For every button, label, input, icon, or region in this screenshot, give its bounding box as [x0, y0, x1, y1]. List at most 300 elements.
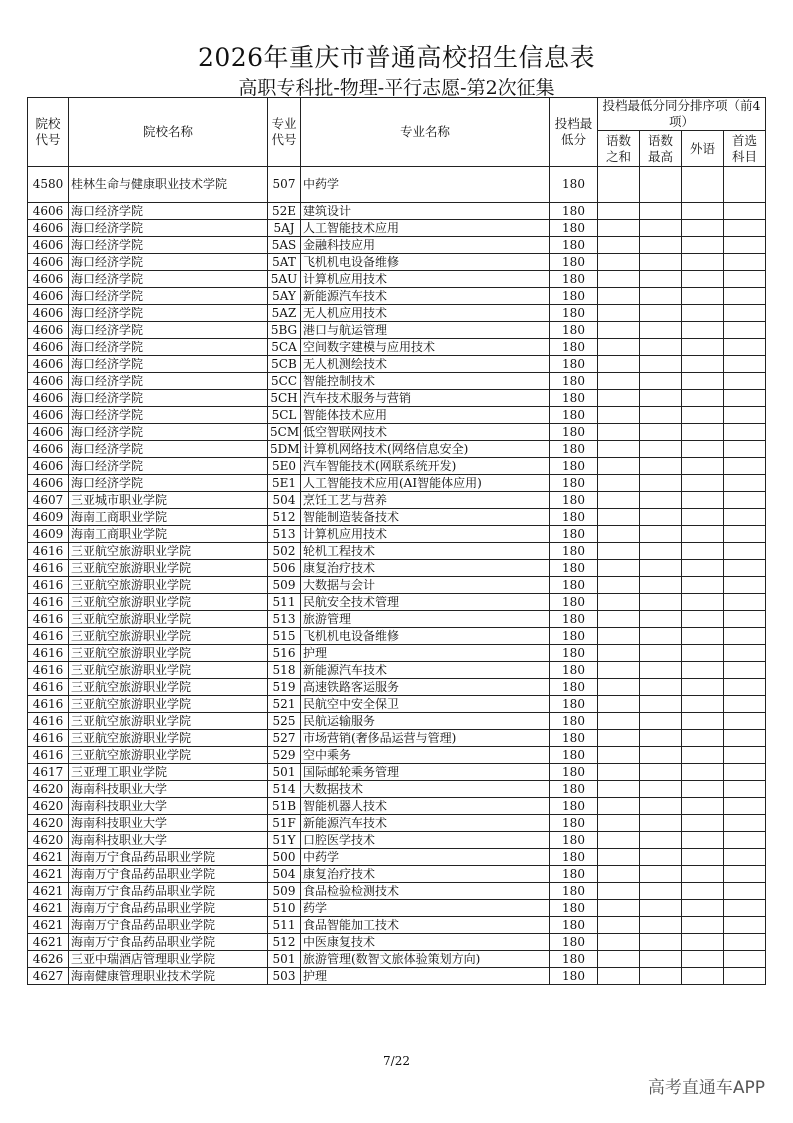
school-name-cell: 三亚航空旅游职业学院: [69, 628, 268, 645]
table-row: [28, 747, 766, 764]
school-name-cell: 海口经济学院: [69, 356, 268, 373]
school-code-cell: 4606: [28, 220, 69, 237]
tiebreak-2-cell: [640, 560, 682, 577]
major-name-cell: 国际邮轮乘务管理: [301, 764, 550, 781]
header-school-name: 院校名称: [69, 98, 268, 167]
major-name-cell: 民航安全技术管理: [301, 594, 550, 611]
tiebreak-4-cell: [724, 764, 766, 781]
major-name-cell: 港口与航运管理: [301, 322, 550, 339]
tiebreak-3-cell: [682, 560, 724, 577]
school-code-cell: 4617: [28, 764, 69, 781]
min-score-cell: 180: [550, 492, 598, 509]
major-name-cell: 大数据与会计: [301, 577, 550, 594]
min-score-cell: 180: [550, 849, 598, 866]
tiebreak-3-cell: [682, 696, 724, 713]
school-code-cell: 4606: [28, 203, 69, 220]
school-name-cell: 三亚航空旅游职业学院: [69, 611, 268, 628]
tiebreak-1-cell: [598, 577, 640, 594]
school-name-cell: 海南科技职业大学: [69, 781, 268, 798]
school-code-cell: 4606: [28, 237, 69, 254]
tiebreak-1-cell: [598, 458, 640, 475]
tiebreak-1-cell: [598, 594, 640, 611]
school-name-cell: 海南万宁食品药品职业学院: [69, 917, 268, 934]
min-score-cell: 180: [550, 237, 598, 254]
school-code-cell: 4606: [28, 407, 69, 424]
table-row: [28, 543, 766, 560]
tiebreak-3-cell: [682, 781, 724, 798]
tiebreak-3-cell: [682, 917, 724, 934]
tiebreak-1-cell: [598, 713, 640, 730]
min-score-cell: 180: [550, 254, 598, 271]
tiebreak-1-cell: [598, 509, 640, 526]
min-score-cell: 180: [550, 866, 598, 883]
tiebreak-3-cell: [682, 356, 724, 373]
min-score-cell: 180: [550, 730, 598, 747]
school-code-cell: 4616: [28, 560, 69, 577]
min-score-cell: 180: [550, 543, 598, 560]
tiebreak-2-cell: [640, 237, 682, 254]
tiebreak-2-cell: [640, 492, 682, 509]
min-score-cell: 180: [550, 662, 598, 679]
tiebreak-2-cell: [640, 254, 682, 271]
table-row: [28, 167, 766, 203]
tiebreak-1-cell: [598, 917, 640, 934]
major-code-cell: 5CM: [268, 424, 301, 441]
min-score-cell: 180: [550, 526, 598, 543]
tiebreak-4-cell: [724, 917, 766, 934]
tiebreak-2-cell: [640, 577, 682, 594]
tiebreak-2-cell: [640, 934, 682, 951]
major-name-cell: 烹饪工艺与营养: [301, 492, 550, 509]
major-code-cell: 525: [268, 713, 301, 730]
school-code-cell: 4616: [28, 543, 69, 560]
school-name-cell: 海口经济学院: [69, 305, 268, 322]
header-tiebreak-group: 投档最低分同分排序项（前4项）: [598, 98, 766, 131]
table-row: [28, 577, 766, 594]
tiebreak-2-cell: [640, 356, 682, 373]
tiebreak-3-cell: [682, 713, 724, 730]
school-code-cell: 4616: [28, 662, 69, 679]
tiebreak-4-cell: [724, 407, 766, 424]
tiebreak-2-cell: [640, 696, 682, 713]
tiebreak-2-cell: [640, 407, 682, 424]
major-name-cell: 空间数字建模与应用技术: [301, 339, 550, 356]
table-row: [28, 730, 766, 747]
tiebreak-3-cell: [682, 220, 724, 237]
school-name-cell: 海口经济学院: [69, 458, 268, 475]
min-score-cell: 180: [550, 611, 598, 628]
table-body: [28, 167, 766, 985]
table-row: [28, 475, 766, 492]
tiebreak-4-cell: [724, 475, 766, 492]
major-code-cell: 501: [268, 764, 301, 781]
major-code-cell: 51B: [268, 798, 301, 815]
major-name-cell: 护理: [301, 968, 550, 985]
major-code-cell: 502: [268, 543, 301, 560]
school-name-cell: 海口经济学院: [69, 424, 268, 441]
major-name-cell: 食品智能加工技术: [301, 917, 550, 934]
table-row: [28, 271, 766, 288]
school-code-cell: 4606: [28, 424, 69, 441]
school-code-cell: 4627: [28, 968, 69, 985]
tiebreak-3-cell: [682, 407, 724, 424]
major-code-cell: 52E: [268, 203, 301, 220]
major-code-cell: 510: [268, 900, 301, 917]
school-code-cell: 4621: [28, 866, 69, 883]
tiebreak-1-cell: [598, 441, 640, 458]
major-name-cell: 市场营销(奢侈品运营与管理): [301, 730, 550, 747]
min-score-cell: 180: [550, 696, 598, 713]
min-score-cell: 180: [550, 167, 598, 203]
major-name-cell: 食品检验检测技术: [301, 883, 550, 900]
table-row: [28, 288, 766, 305]
tiebreak-4-cell: [724, 713, 766, 730]
tiebreak-4-cell: [724, 645, 766, 662]
header-min-score: 投档最低分: [550, 98, 598, 167]
table-row: [28, 628, 766, 645]
school-name-cell: 海口经济学院: [69, 339, 268, 356]
tiebreak-2-cell: [640, 526, 682, 543]
tiebreak-3-cell: [682, 167, 724, 203]
major-code-cell: 509: [268, 883, 301, 900]
table-row: [28, 373, 766, 390]
table-row: [28, 832, 766, 849]
major-code-cell: 5E0: [268, 458, 301, 475]
tiebreak-2-cell: [640, 747, 682, 764]
tiebreak-3-cell: [682, 271, 724, 288]
school-code-cell: 4620: [28, 781, 69, 798]
tiebreak-3-cell: [682, 832, 724, 849]
tiebreak-3-cell: [682, 662, 724, 679]
table-row: [28, 713, 766, 730]
tiebreak-4-cell: [724, 968, 766, 985]
table-row: [28, 968, 766, 985]
tiebreak-2-cell: [640, 849, 682, 866]
major-code-cell: 513: [268, 526, 301, 543]
major-name-cell: 人工智能技术应用(AI智能体应用): [301, 475, 550, 492]
school-code-cell: 4621: [28, 934, 69, 951]
school-code-cell: 4606: [28, 458, 69, 475]
tiebreak-4-cell: [724, 373, 766, 390]
tiebreak-3-cell: [682, 611, 724, 628]
tiebreak-4-cell: [724, 492, 766, 509]
tiebreak-3-cell: [682, 883, 724, 900]
major-name-cell: 汽车技术服务与营销: [301, 390, 550, 407]
table-row: [28, 815, 766, 832]
table-row: [28, 934, 766, 951]
school-code-cell: 4609: [28, 526, 69, 543]
major-code-cell: 511: [268, 917, 301, 934]
tiebreak-1-cell: [598, 849, 640, 866]
tiebreak-3-cell: [682, 679, 724, 696]
tiebreak-1-cell: [598, 322, 640, 339]
tiebreak-3-cell: [682, 934, 724, 951]
school-name-cell: 海南工商职业学院: [69, 509, 268, 526]
tiebreak-4-cell: [724, 781, 766, 798]
major-name-cell: 新能源汽车技术: [301, 288, 550, 305]
min-score-cell: 180: [550, 781, 598, 798]
tiebreak-1-cell: [598, 288, 640, 305]
major-name-cell: 飞机机电设备维修: [301, 628, 550, 645]
table-row: [28, 220, 766, 237]
tiebreak-3-cell: [682, 594, 724, 611]
school-code-cell: 4606: [28, 390, 69, 407]
major-code-cell: 507: [268, 167, 301, 203]
major-name-cell: 中医康复技术: [301, 934, 550, 951]
tiebreak-3-cell: [682, 730, 724, 747]
tiebreak-3-cell: [682, 764, 724, 781]
tiebreak-2-cell: [640, 475, 682, 492]
school-name-cell: 海南健康管理职业技术学院: [69, 968, 268, 985]
major-code-cell: 519: [268, 679, 301, 696]
tiebreak-4-cell: [724, 560, 766, 577]
major-code-cell: 512: [268, 934, 301, 951]
table-row: [28, 356, 766, 373]
school-name-cell: 海南万宁食品药品职业学院: [69, 900, 268, 917]
min-score-cell: 180: [550, 390, 598, 407]
table-row: [28, 951, 766, 968]
tiebreak-3-cell: [682, 373, 724, 390]
tiebreak-2-cell: [640, 679, 682, 696]
tiebreak-3-cell: [682, 509, 724, 526]
min-score-cell: 180: [550, 764, 598, 781]
tiebreak-1-cell: [598, 866, 640, 883]
major-name-cell: 民航空中安全保卫: [301, 696, 550, 713]
tiebreak-4-cell: [724, 509, 766, 526]
tiebreak-3-cell: [682, 849, 724, 866]
tiebreak-1-cell: [598, 475, 640, 492]
tiebreak-2-cell: [640, 866, 682, 883]
tiebreak-2-cell: [640, 373, 682, 390]
tiebreak-3-cell: [682, 645, 724, 662]
tiebreak-1-cell: [598, 373, 640, 390]
min-score-cell: 180: [550, 628, 598, 645]
header-major-code: 专业代号: [268, 98, 301, 167]
school-code-cell: 4620: [28, 798, 69, 815]
tiebreak-2-cell: [640, 730, 682, 747]
major-name-cell: 新能源汽车技术: [301, 815, 550, 832]
tiebreak-4-cell: [724, 798, 766, 815]
table-row: [28, 458, 766, 475]
major-code-cell: 5AS: [268, 237, 301, 254]
tiebreak-2-cell: [640, 951, 682, 968]
tiebreak-2-cell: [640, 645, 682, 662]
tiebreak-1-cell: [598, 934, 640, 951]
tiebreak-2-cell: [640, 509, 682, 526]
tiebreak-2-cell: [640, 543, 682, 560]
major-name-cell: 中药学: [301, 849, 550, 866]
tiebreak-4-cell: [724, 849, 766, 866]
tiebreak-2-cell: [640, 390, 682, 407]
tiebreak-1-cell: [598, 203, 640, 220]
table-row: [28, 781, 766, 798]
min-score-cell: 180: [550, 968, 598, 985]
tiebreak-2-cell: [640, 339, 682, 356]
min-score-cell: 180: [550, 832, 598, 849]
tiebreak-4-cell: [724, 611, 766, 628]
tiebreak-1-cell: [598, 968, 640, 985]
tiebreak-1-cell: [598, 900, 640, 917]
table-row: [28, 645, 766, 662]
min-score-cell: 180: [550, 560, 598, 577]
min-score-cell: 180: [550, 356, 598, 373]
major-code-cell: 5CH: [268, 390, 301, 407]
tiebreak-1-cell: [598, 696, 640, 713]
major-name-cell: 药学: [301, 900, 550, 917]
major-name-cell: 口腔医学技术: [301, 832, 550, 849]
tiebreak-4-cell: [724, 322, 766, 339]
school-name-cell: 三亚航空旅游职业学院: [69, 662, 268, 679]
tiebreak-4-cell: [724, 883, 766, 900]
major-code-cell: 5E1: [268, 475, 301, 492]
major-name-cell: 智能控制技术: [301, 373, 550, 390]
school-code-cell: 4616: [28, 679, 69, 696]
tiebreak-3-cell: [682, 900, 724, 917]
major-code-cell: 506: [268, 560, 301, 577]
min-score-cell: 180: [550, 305, 598, 322]
major-code-cell: 514: [268, 781, 301, 798]
school-code-cell: 4621: [28, 917, 69, 934]
major-code-cell: 5AJ: [268, 220, 301, 237]
school-code-cell: 4606: [28, 441, 69, 458]
tiebreak-4-cell: [724, 747, 766, 764]
tiebreak-4-cell: [724, 815, 766, 832]
header-major-name: 专业名称: [301, 98, 550, 167]
school-code-cell: 4616: [28, 747, 69, 764]
school-name-cell: 桂林生命与健康职业技术学院: [69, 167, 268, 203]
tiebreak-3-cell: [682, 237, 724, 254]
tiebreak-4-cell: [724, 900, 766, 917]
school-code-cell: 4621: [28, 900, 69, 917]
school-code-cell: 4616: [28, 594, 69, 611]
major-code-cell: 5CL: [268, 407, 301, 424]
tiebreak-4-cell: [724, 339, 766, 356]
school-code-cell: 4616: [28, 696, 69, 713]
tiebreak-2-cell: [640, 764, 682, 781]
tiebreak-1-cell: [598, 628, 640, 645]
min-score-cell: 180: [550, 934, 598, 951]
tiebreak-1-cell: [598, 611, 640, 628]
table-row: [28, 424, 766, 441]
major-code-cell: 511: [268, 594, 301, 611]
tiebreak-2-cell: [640, 900, 682, 917]
major-code-cell: 5DM: [268, 441, 301, 458]
table-row: [28, 662, 766, 679]
major-name-cell: 空中乘务: [301, 747, 550, 764]
tiebreak-1-cell: [598, 167, 640, 203]
major-code-cell: 504: [268, 492, 301, 509]
school-name-cell: 海口经济学院: [69, 441, 268, 458]
school-name-cell: 海口经济学院: [69, 271, 268, 288]
school-name-cell: 海南万宁食品药品职业学院: [69, 883, 268, 900]
tiebreak-4-cell: [724, 220, 766, 237]
tiebreak-4-cell: [724, 424, 766, 441]
school-name-cell: 海口经济学院: [69, 203, 268, 220]
tiebreak-2-cell: [640, 883, 682, 900]
tiebreak-3-cell: [682, 543, 724, 560]
school-name-cell: 三亚航空旅游职业学院: [69, 730, 268, 747]
header-tiebreak-3: 外语: [682, 131, 724, 167]
tiebreak-3-cell: [682, 475, 724, 492]
school-code-cell: 4607: [28, 492, 69, 509]
school-name-cell: 海口经济学院: [69, 322, 268, 339]
min-score-cell: 180: [550, 373, 598, 390]
school-name-cell: 三亚航空旅游职业学院: [69, 696, 268, 713]
tiebreak-3-cell: [682, 339, 724, 356]
tiebreak-2-cell: [640, 203, 682, 220]
tiebreak-1-cell: [598, 492, 640, 509]
tiebreak-4-cell: [724, 203, 766, 220]
min-score-cell: 180: [550, 203, 598, 220]
school-code-cell: 4606: [28, 271, 69, 288]
major-name-cell: 民航运输服务: [301, 713, 550, 730]
page-title: 2026年重庆市普通高校招生信息表: [197, 43, 596, 72]
school-code-cell: 4606: [28, 288, 69, 305]
tiebreak-2-cell: [640, 288, 682, 305]
tiebreak-4-cell: [724, 696, 766, 713]
tiebreak-2-cell: [640, 322, 682, 339]
tiebreak-2-cell: [640, 815, 682, 832]
school-code-cell: 4616: [28, 628, 69, 645]
min-score-cell: 180: [550, 322, 598, 339]
table-row: [28, 849, 766, 866]
tiebreak-3-cell: [682, 288, 724, 305]
school-name-cell: 三亚中瑞酒店管理职业学院: [69, 951, 268, 968]
major-code-cell: 518: [268, 662, 301, 679]
major-name-cell: 护理: [301, 645, 550, 662]
min-score-cell: 180: [550, 883, 598, 900]
major-name-cell: 康复治疗技术: [301, 866, 550, 883]
school-code-cell: 4606: [28, 339, 69, 356]
tiebreak-3-cell: [682, 866, 724, 883]
brand-watermark: 高考直通车APP: [647, 1078, 765, 1098]
tiebreak-3-cell: [682, 951, 724, 968]
school-code-cell: 4606: [28, 475, 69, 492]
major-name-cell: 大数据技术: [301, 781, 550, 798]
school-name-cell: 三亚航空旅游职业学院: [69, 594, 268, 611]
tiebreak-3-cell: [682, 458, 724, 475]
tiebreak-4-cell: [724, 305, 766, 322]
tiebreak-1-cell: [598, 543, 640, 560]
tiebreak-4-cell: [724, 832, 766, 849]
school-name-cell: 三亚航空旅游职业学院: [69, 747, 268, 764]
min-score-cell: 180: [550, 339, 598, 356]
tiebreak-2-cell: [640, 713, 682, 730]
school-name-cell: 海口经济学院: [69, 373, 268, 390]
table-row: [28, 679, 766, 696]
tiebreak-1-cell: [598, 730, 640, 747]
table-row: [28, 407, 766, 424]
tiebreak-4-cell: [724, 167, 766, 203]
table-row: [28, 390, 766, 407]
min-score-cell: 180: [550, 220, 598, 237]
tiebreak-1-cell: [598, 560, 640, 577]
tiebreak-3-cell: [682, 968, 724, 985]
school-code-cell: 4620: [28, 815, 69, 832]
tiebreak-1-cell: [598, 747, 640, 764]
tiebreak-4-cell: [724, 271, 766, 288]
major-name-cell: 智能制造装备技术: [301, 509, 550, 526]
table-row: [28, 203, 766, 220]
school-name-cell: 海口经济学院: [69, 237, 268, 254]
school-code-cell: 4616: [28, 713, 69, 730]
table-row: [28, 339, 766, 356]
school-code-cell: 4616: [28, 730, 69, 747]
tiebreak-1-cell: [598, 764, 640, 781]
school-name-cell: 海南科技职业大学: [69, 798, 268, 815]
tiebreak-3-cell: [682, 203, 724, 220]
tiebreak-1-cell: [598, 883, 640, 900]
